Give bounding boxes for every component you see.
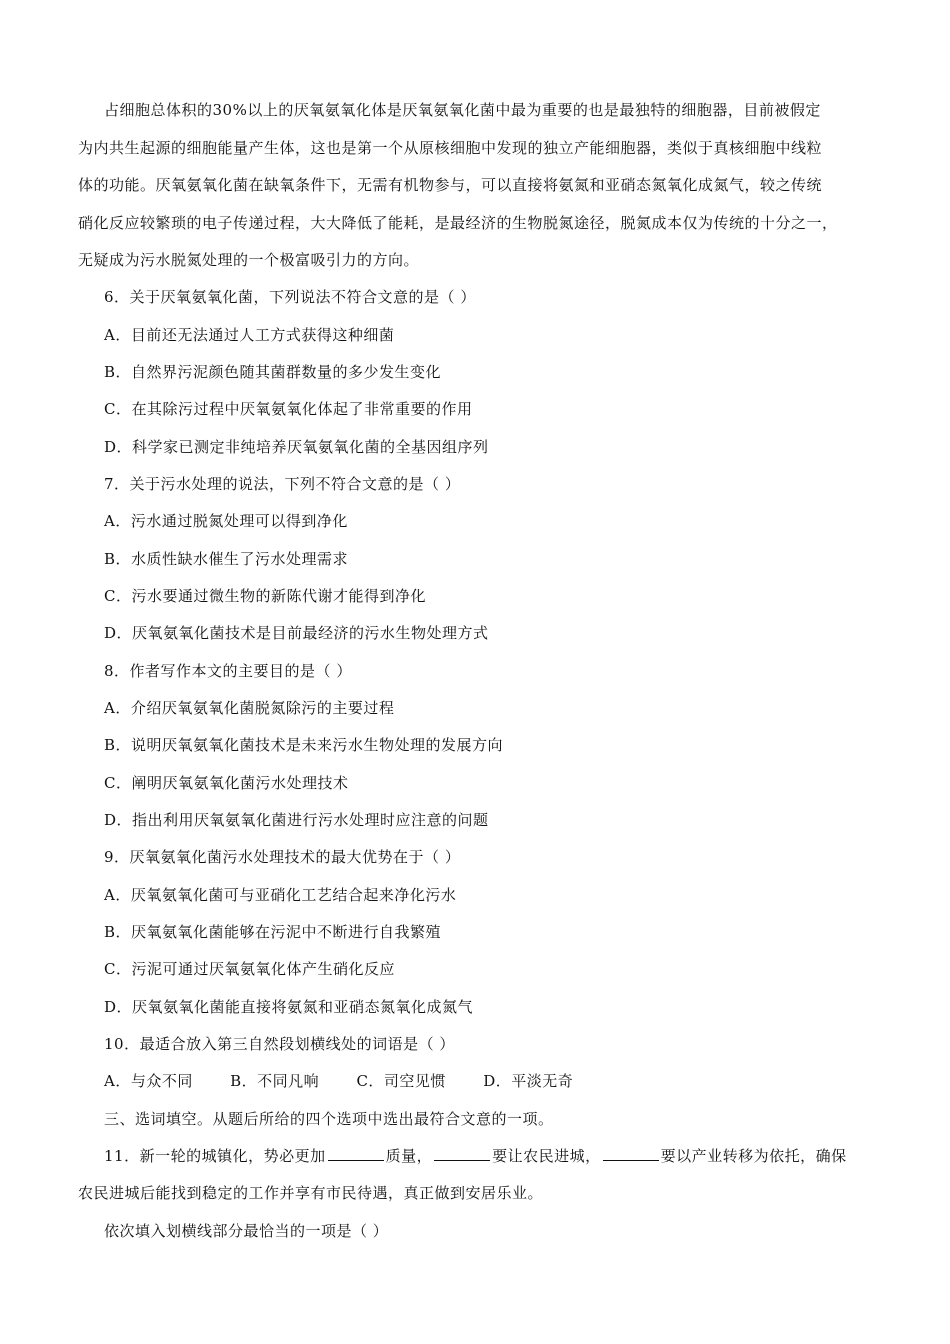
question-10-options	[104, 1071, 573, 1091]
passage-line-2: 为内共生起源的细胞能量产生体，这也是第一个从原核细胞中发现的独立产能细胞器，类似于真核细胞中线粒	[78, 139, 823, 157]
question-6-option-d: D．科学家已测定非纯培养厌氧氨氧化菌的全基因组序列	[104, 438, 489, 456]
question-11-part-3: 要让农民进城，	[492, 1147, 601, 1165]
question-9-stem: 9．厌氧氨氧化菌污水处理技术的最大优势在于（ ）	[104, 848, 461, 866]
question-10-option-b: B．不同凡响	[230, 1072, 320, 1090]
question-8-option-d: D．指出利用厌氧氨氧化菌进行污水处理时应注意的问题	[104, 811, 489, 829]
question-7-option-a: A．污水通过脱氮处理可以得到净化	[104, 512, 348, 530]
question-10-option-a: A．与众不同	[104, 1072, 193, 1090]
question-8-stem: 8．作者写作本文的主要目的是（ ）	[104, 662, 352, 680]
question-11-part-4: 要以产业转移为依托，确保	[660, 1147, 847, 1165]
question-6-option-c: C．在其除污过程中厌氧氨氧化体起了非常重要的作用	[104, 400, 473, 418]
fill-blank-2[interactable]	[434, 1146, 490, 1161]
question-11-part-1: 11．新一轮的城镇化，势必更加	[104, 1147, 326, 1165]
question-8-option-b: B．说明厌氧氨氧化菌技术是未来污水生物处理的发展方向	[104, 736, 504, 754]
question-8-option-c: C．阐明厌氧氨氧化菌污水处理技术	[104, 774, 349, 792]
question-6-option-b: B．自然界污泥颜色随其菌群数量的多少发生变化	[104, 363, 442, 381]
section-3-heading: 三、选词填空。从题后所给的四个选项中选出最符合文意的一项。	[104, 1110, 554, 1128]
question-8-option-a: A．介绍厌氧氨氧化菌脱氮除污的主要过程	[104, 699, 395, 717]
question-10-stem: 10．最适合放入第三自然段划横线处的词语是（ ）	[104, 1035, 455, 1053]
question-11-instruction: 依次填入划横线部分最恰当的一项是（ ）	[104, 1222, 389, 1240]
passage-line-3: 体的功能。厌氧氨氧化菌在缺氧条件下，无需有机物参与，可以直接将氨氮和亚硝态氮氧化成氮气，较之传统	[78, 176, 823, 194]
question-9-option-a: A．厌氧氨氧化菌可与亚硝化工艺结合起来净化污水	[104, 886, 457, 904]
question-11-line-1	[104, 1146, 847, 1166]
question-9-option-c: C．污泥可通过厌氧氨氧化体产生硝化反应	[104, 960, 395, 978]
question-7-option-d: D．厌氧氨氧化菌技术是目前最经济的污水生物处理方式	[104, 624, 489, 642]
question-10-option-d: D．平淡无奇	[483, 1072, 574, 1090]
fill-blank-1[interactable]	[328, 1146, 384, 1161]
question-11-line-2: 农民进城后能找到稳定的工作并享有市民待遇，真正做到安居乐业。	[78, 1184, 544, 1202]
question-10-option-c: C．司空见惯	[356, 1072, 446, 1090]
passage-line-4: 硝化反应较繁琐的电子传递过程，大大降低了能耗，是最经济的生物脱氮途径，脱氮成本仅为传统的十分之一，	[78, 214, 838, 232]
question-9-option-d: D．厌氧氨氧化菌能直接将氨氮和亚硝态氮氧化成氮气	[104, 998, 474, 1016]
question-11-part-2: 质量，	[385, 1147, 433, 1165]
question-7-stem: 7．关于污水处理的说法，下列不符合文意的是（ ）	[104, 475, 461, 493]
fill-blank-3[interactable]	[603, 1146, 659, 1161]
passage-line-1: 占细胞总体积的30%以上的厌氧氨氧化体是厌氧氨氧化菌中最为重要的也是最独特的细胞器，目前被假定	[104, 101, 821, 119]
question-6-stem: 6．关于厌氧氨氧化菌，下列说法不符合文意的是（ ）	[104, 288, 476, 306]
question-9-option-b: B．厌氧氨氧化菌能够在污泥中不断进行自我繁殖	[104, 923, 442, 941]
question-7-option-c: C．污水要通过微生物的新陈代谢才能得到净化	[104, 587, 426, 605]
passage-line-5: 无疑成为污水脱氮处理的一个极富吸引力的方向。	[78, 251, 420, 269]
question-7-option-b: B．水质性缺水催生了污水处理需求	[104, 550, 349, 568]
question-6-option-a: A．目前还无法通过人工方式获得这种细菌	[104, 326, 395, 344]
